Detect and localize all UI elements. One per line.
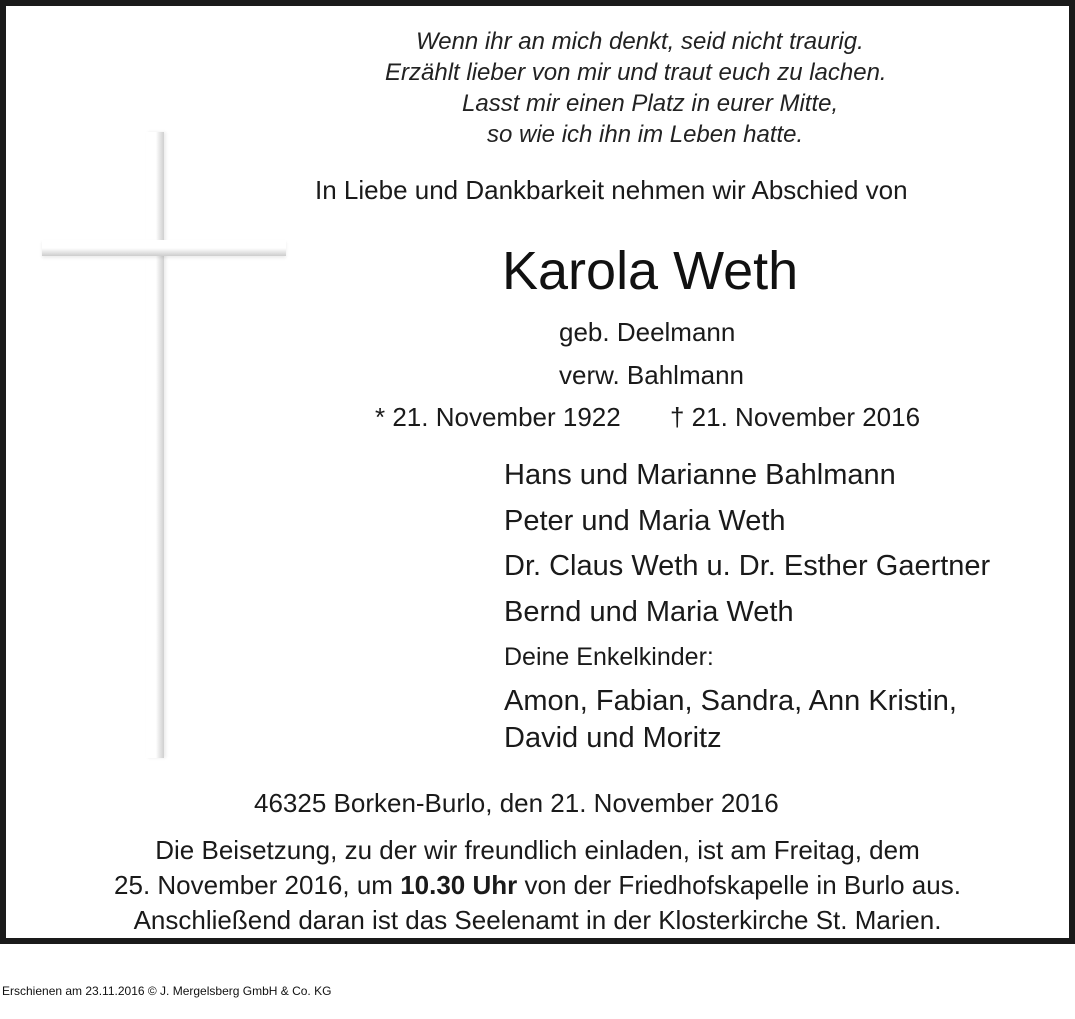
poem-line-1: Wenn ihr an mich denkt, seid nicht traurig. <box>416 28 864 55</box>
cross-icon <box>42 132 286 758</box>
grandchildren-line-2: David und Moritz <box>504 722 722 754</box>
place-date: 46325 Borken-Burlo, den 21. November 2016 <box>254 788 779 818</box>
notice-line-2-end: von der Friedhofskapelle in Burlo aus. <box>517 870 961 900</box>
notice-line-3: Anschließend daran ist das Seelenamt in der Klosterkirche St. Marien. <box>133 905 942 935</box>
deceased-name: Karola Weth <box>502 241 799 301</box>
publication-footer: Erschienen am 23.11.2016 © J. Mergelsberg GmbH & Co. KG <box>2 984 332 998</box>
death-date: † 21. November 2016 <box>670 402 921 432</box>
family-line-4: Bernd und Maria Weth <box>504 596 794 628</box>
cross-vertical-beam <box>146 132 164 758</box>
poem-line-3: Lasst mir einen Platz in eurer Mitte, <box>462 90 839 117</box>
lead-text: In Liebe und Dankbarkeit nehmen wir Abschied von <box>315 175 908 205</box>
poem-line-2: Erzählt lieber von mir und traut euch zu lachen. <box>385 59 887 86</box>
family-line-2: Peter und Maria Weth <box>504 505 786 537</box>
widowed-name: verw. Bahlmann <box>559 360 744 390</box>
poem-line-4: so wie ich ihn im Leben hatte. <box>487 121 804 148</box>
family-line-1: Hans und Marianne Bahlmann <box>504 459 896 491</box>
notice-line-2-start: 25. November 2016, um <box>114 870 401 900</box>
grandchildren-label: Deine Enkelkinder: <box>504 643 714 671</box>
notice-line-1: Die Beisetzung, zu der wir freundlich einladen, ist am Freitag, dem <box>155 835 920 865</box>
birth-date: * 21. November 1922 <box>375 402 621 432</box>
notice-time: 10.30 Uhr <box>400 870 518 900</box>
family-line-3: Dr. Claus Weth u. Dr. Esther Gaertner <box>504 550 991 582</box>
notice-line-2 <box>6 872 1069 898</box>
grandchildren-line-1: Amon, Fabian, Sandra, Ann Kristin, <box>504 685 957 717</box>
cross-horizontal-beam <box>42 240 286 256</box>
birth-name: geb. Deelmann <box>559 317 736 347</box>
